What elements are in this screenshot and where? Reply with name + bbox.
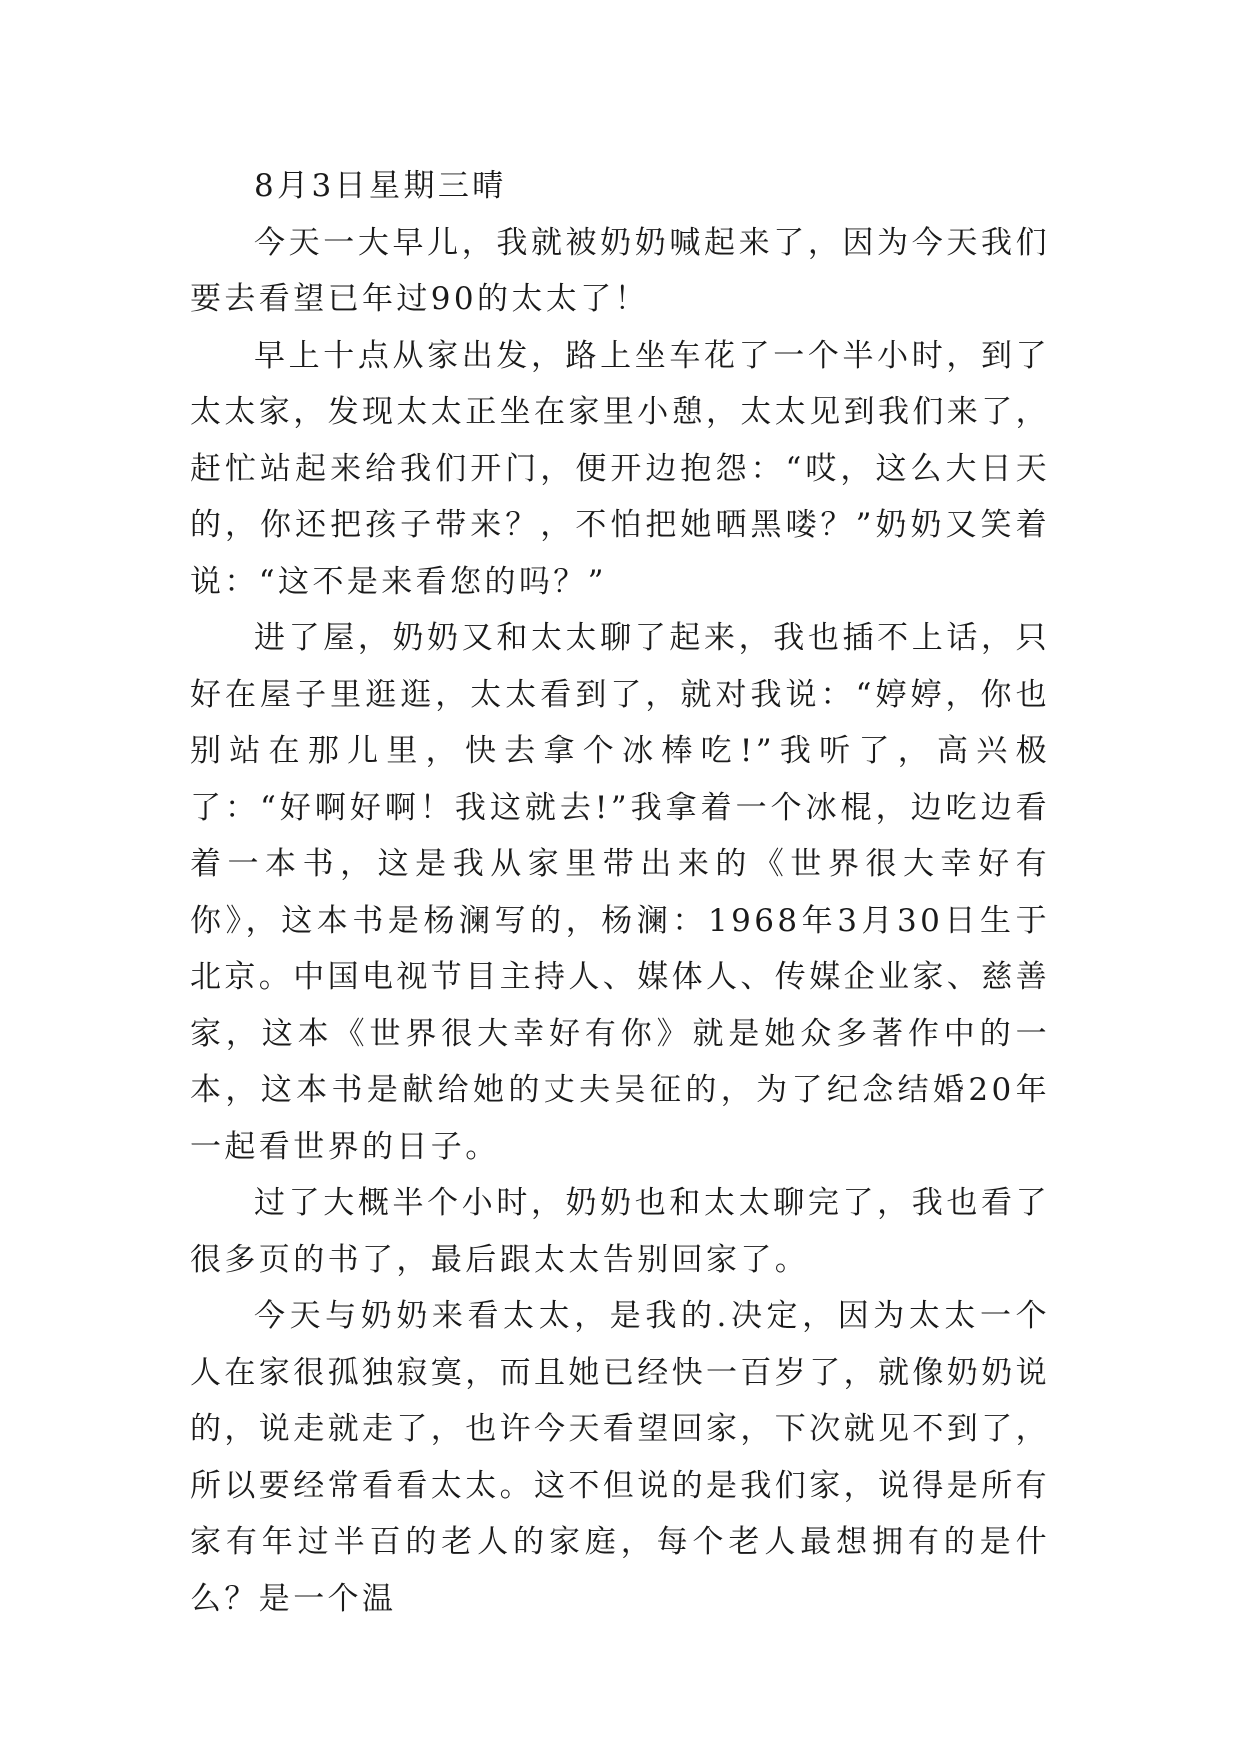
- paragraph-reading: 进了屋，奶奶又和太太聊了起来，我也插不上话，只好在屋子里逛逛，太太看到了，就对我说：“婷婷，你也别站在那儿里，快去拿个冰棒吃!”我听了，高兴极了：“好啊好啊！我这就去!”我拿着一个冰棍，边吃边看着一本书，这是我从家里带出来的《世界很大幸好有你》，这本书是杨澜写的，杨澜：1968年3月30日生于北京。中国电视节目主持人、媒体人、传媒企业家、慈善家，这本《世界很大幸好有你》就是她众多著作中的一本，这本书是献给她的丈夫吴征的，为了纪念结婚20年一起看世界的日子。: [190, 620, 1050, 1165]
- paragraph-farewell: 过了大概半个小时，奶奶也和太太聊完了，我也看了很多页的书了，最后跟太太告别回家了。: [190, 1185, 1050, 1278]
- paragraph-arrival: 早上十点从家出发，路上坐车花了一个半小时，到了太太家，发现太太正坐在家里小憩，太太见到我们来了，赶忙站起来给我们开门，便开边抱怨：“哎，这么大日天的，你还把孩子带来？，不怕把她晒黑喽？”奶奶又笑着说：“这不是来看您的吗？”: [190, 337, 1050, 600]
- paragraph-morning: 今天一大早儿，我就被奶奶喊起来了，因为今天我们要去看望已年过90的太太了！: [190, 224, 1050, 317]
- diary-body: [190, 158, 1050, 1627]
- diary-date-line: 8月3日星期三晴: [254, 168, 507, 204]
- paragraph-reflection: 今天与奶奶来看太太，是我的.决定，因为太太一个人在家很孤独寂寞，而且她已经快一百岁了，就像奶奶说的，说走就走了，也许今天看望回家，下次就见不到了，所以要经常看看太太。这不但说的是我们家，说得是所有家有年过半百的老人的家庭，每个老人最想拥有的是什么？是一个温: [190, 1298, 1050, 1617]
